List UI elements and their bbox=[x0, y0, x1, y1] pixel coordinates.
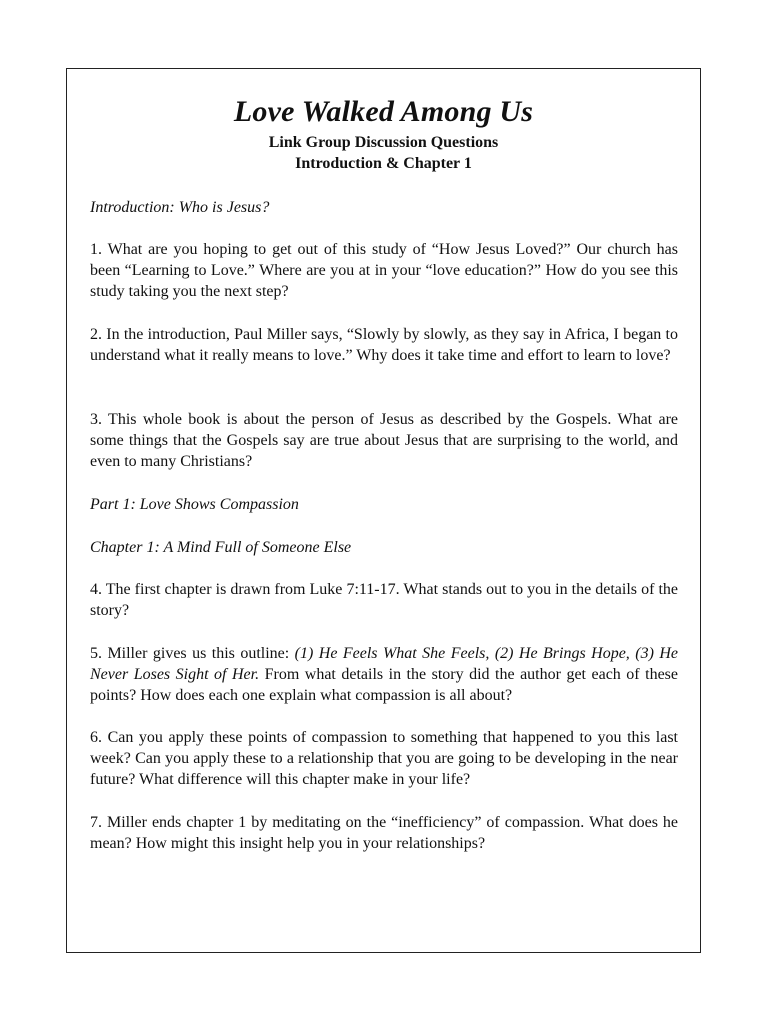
question-3: 3. This whole book is about the person of Jesus as described by the Gospels. What are some things that the Gospels say are true about Jesus that are surprising to the world, and even to many Christians? bbox=[90, 411, 678, 471]
question-1: 1. What are you hoping to get out of this study of “How Jesus Loved?” Our church has been “Learning to Love.” Where are you at in your “love education?” How do you see this study taking you the next step? bbox=[90, 241, 678, 301]
question-7: 7. Miller ends chapter 1 by meditating on the “inefficiency” of compassion. What does he mean? How might this insight help you in your relationships? bbox=[90, 814, 678, 853]
question-5-lead: 5. Miller gives us this outline: bbox=[90, 645, 295, 662]
question-4: 4. The first chapter is drawn from Luke 7:11-17. What stands out to you in the details of the story? bbox=[90, 581, 678, 620]
question-5 bbox=[90, 643, 678, 707]
question-5-tail: From what details in the story did the author get each of these points? How does each one explain what compassion is all about? bbox=[90, 666, 678, 705]
question-2: 2. In the introduction, Paul Miller says, “Slowly by slowly, as they say in Africa, I began to understand what it really means to love.” Why does it take time and effort to learn to love? bbox=[90, 326, 678, 365]
document-title: Love Walked Among Us bbox=[233, 95, 534, 128]
question-6: 6. Can you apply these points of compassion to something that happened to you this last week? Can you apply these to a relationship that you are going to be developing in the near future? What difference will this chapter make in your life? bbox=[90, 729, 678, 789]
question-5-outline: (1) He Feels What She Feels, (2) He Brings Hope, (3) He Never Loses Sight of Her. bbox=[90, 645, 679, 684]
section-introduction-heading: Introduction: Who is Jesus? bbox=[90, 199, 270, 216]
subtitle-chapter: Introduction & Chapter 1 bbox=[295, 155, 472, 172]
chapter-1-heading: Chapter 1: A Mind Full of Someone Else bbox=[90, 539, 352, 556]
subtitle-discussion: Link Group Discussion Questions bbox=[268, 134, 499, 151]
part-1-heading: Part 1: Love Shows Compassion bbox=[90, 496, 299, 513]
